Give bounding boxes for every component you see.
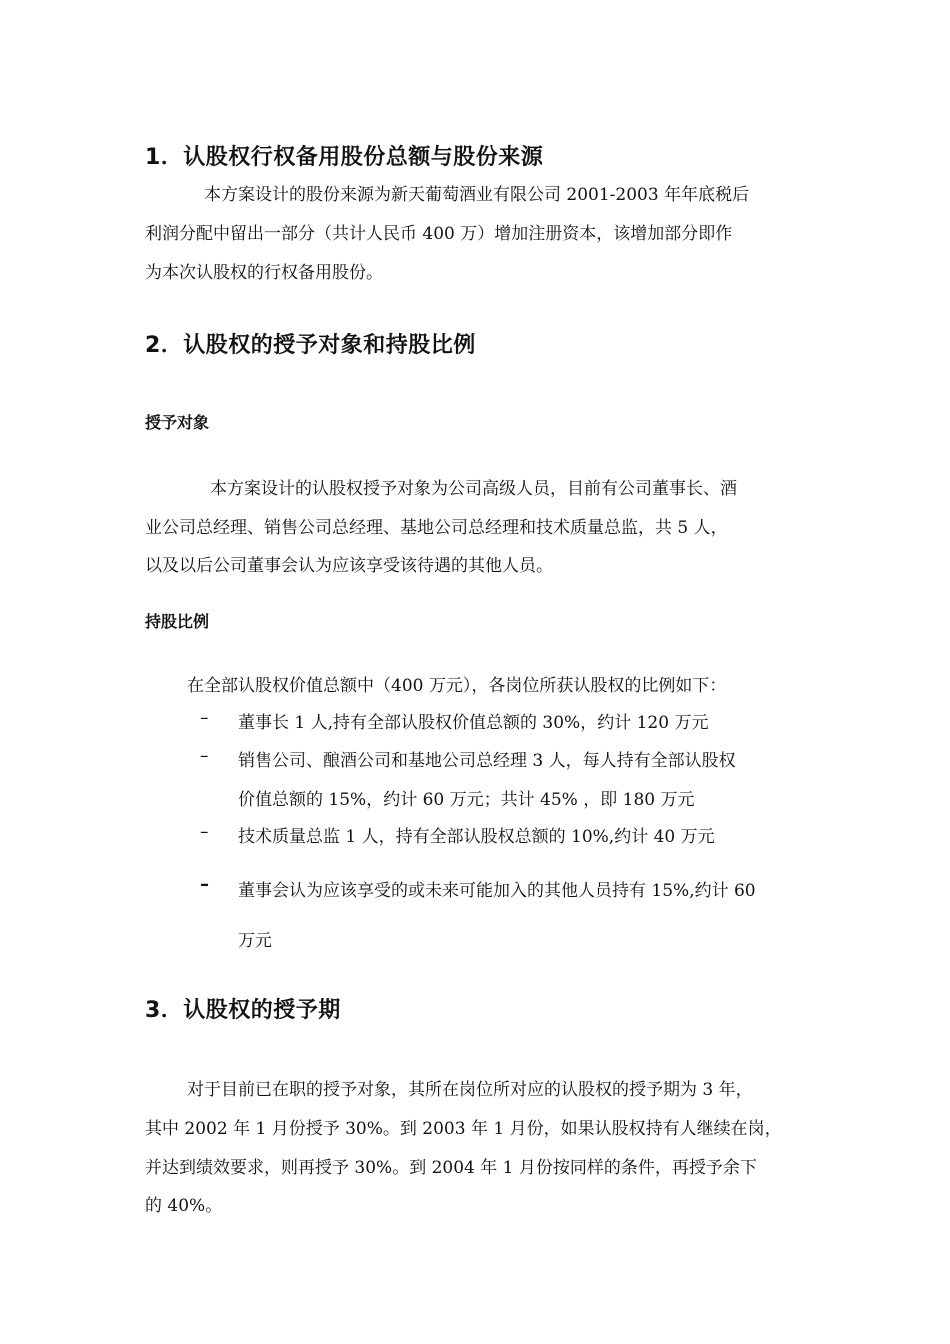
section-3-line-1: 对于目前已在职的授予对象，其所在岗位所对应的认股权的授予期为 3 年， (187, 1080, 753, 1100)
section-3-heading: 3．认股权的授予期 (145, 998, 341, 1023)
section-3-line-2: 其中 2002 年 1 月份授予 30%。到 2003 年 1 月份，如果认股权持有人继续在岗， (145, 1119, 782, 1139)
grant-line-3: 以及以后公司董事会认为应该享受该待遇的其他人员。 (145, 556, 553, 576)
ratio-subheading: 持股比例 (145, 612, 210, 631)
list-item-2-line-1: 销售公司、酿酒公司和基地公司总经理 3 人，每人持有全部认股权 (238, 751, 736, 771)
list-item-3-line-1: 技术质量总监 1 人，持有全部认股权总额的 10%,约计 40 万元 (238, 827, 715, 847)
section-1-line-3: 为本次认股权的行权备用股份。 (145, 263, 383, 283)
ratio-intro: 在全部认股权价值总额中（400 万元），各岗位所获认股权的比例如下： (187, 676, 727, 696)
list-item-1-dash: – (200, 708, 209, 728)
section-1-line-1: 本方案设计的股份来源为新天葡萄酒业有限公司 2001-2003 年年底税后 (204, 185, 750, 205)
section-1-heading: 1．认股权行权备用股份总额与股份来源 (145, 145, 544, 170)
list-item-4-line-2: 万元 (238, 931, 272, 951)
list-item-3-dash: – (200, 822, 209, 842)
list-item-4-line-1: 董事会认为应该享受的或未来可能加入的其他人员持有 15%,约计 60 (238, 881, 756, 901)
grant-subheading: 授予对象 (145, 413, 210, 432)
list-item-4-dash: – (200, 874, 209, 895)
section-3-line-3: 并达到绩效要求，则再授予 30%。到 2004 年 1 月份按同样的条件，再授予余下 (145, 1158, 757, 1178)
grant-line-2: 业公司总经理、销售公司总经理、基地公司总经理和技术质量总监，共 5 人， (145, 518, 728, 538)
list-item-1-line-1: 董事长 1 人,持有全部认股权价值总额的 30%，约计 120 万元 (238, 713, 709, 733)
grant-line-1: 本方案设计的认股权授予对象为公司高级人员，目前有公司董事长、酒 (210, 479, 737, 499)
list-item-2-line-2: 价值总额的 15%，约计 60 万元；共计 45% ，即 180 万元 (238, 790, 695, 810)
section-3-line-4: 的 40%。 (145, 1196, 223, 1216)
list-item-2-dash: – (200, 746, 209, 766)
section-1-line-2: 利润分配中留出一部分（共计人民币 400 万）增加注册资本，该增加部分即作 (145, 224, 733, 244)
section-2-heading: 2．认股权的授予对象和持股比例 (145, 333, 476, 358)
